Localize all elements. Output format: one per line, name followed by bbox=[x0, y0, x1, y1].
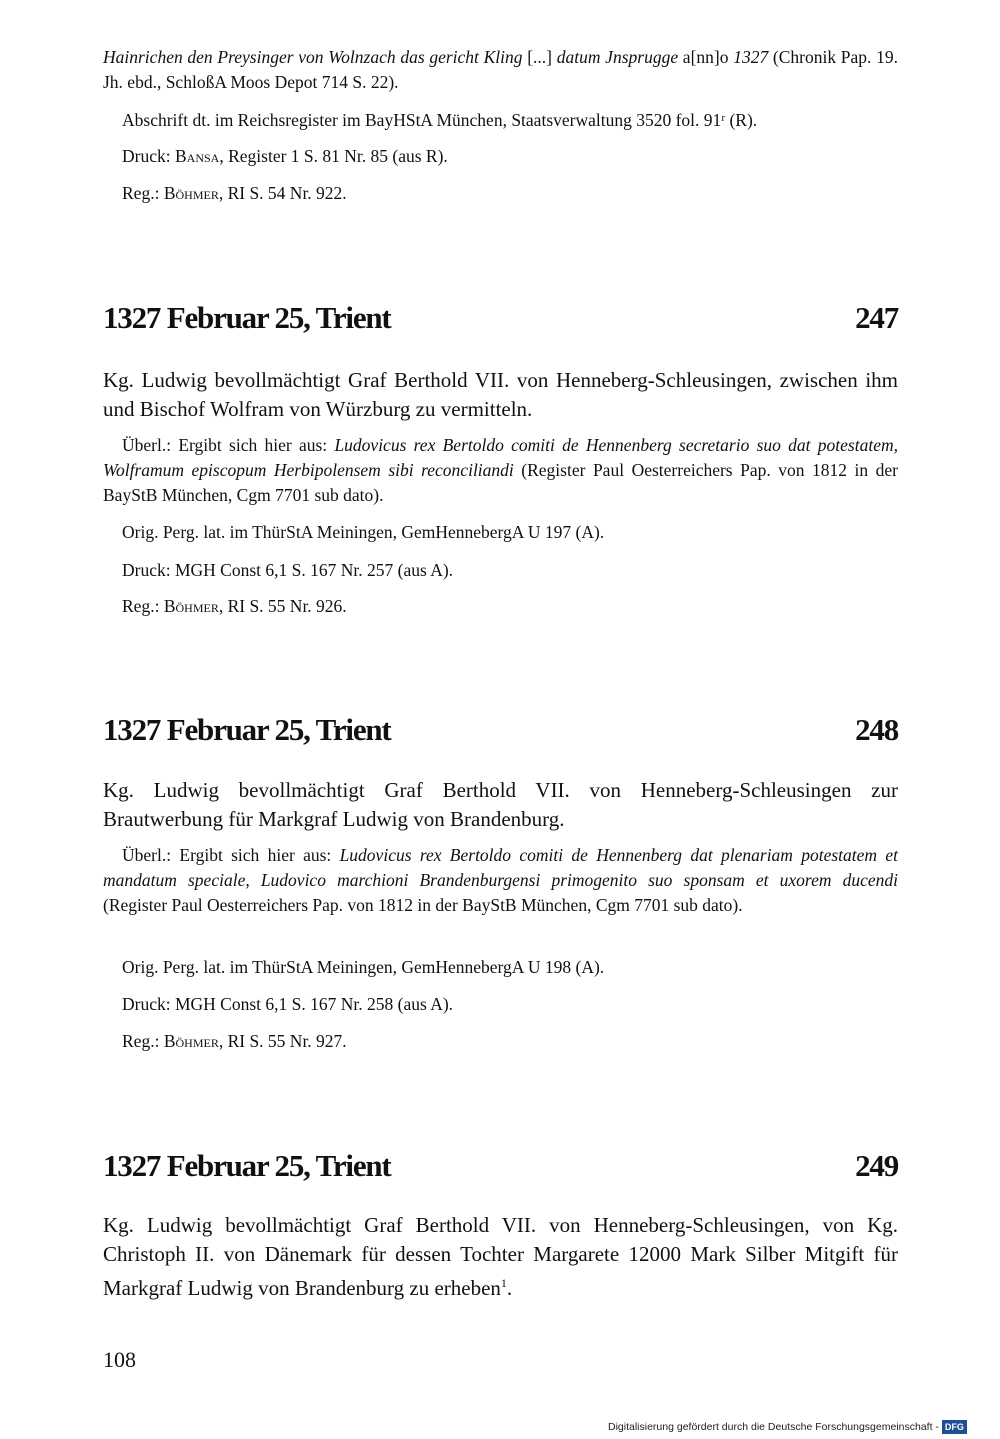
summary-text: Kg. Ludwig bevollmächtigt Graf Berthold VII. von Henneberg-Schleusingen, von Kg. Christoph II. von Dänemark für dessen Tochter Margarete 12000 Mark Silber Mitgift für Markgraf Ludwig von Brandenburg zu erheben bbox=[103, 1213, 898, 1300]
source-note: (Register Paul Oesterreichers Pap. von 1812 in der BayStB München, Cgm 7701 sub dato). bbox=[103, 460, 898, 505]
entry-summary: Kg. Ludwig bevollmächtigt Graf Berthold VII. von Henneberg-Schleusingen zur Brautwerbung für Markgraf Ludwig von Brandenburg. bbox=[103, 778, 898, 831]
reg-line bbox=[122, 594, 898, 619]
label: Überl.: Ergibt sich hier aus: bbox=[122, 435, 335, 455]
reference: , RI S. 54 Nr. 922. bbox=[218, 183, 347, 203]
text-fragment: a[nn]o bbox=[678, 47, 734, 67]
author: Böhmer bbox=[163, 1031, 219, 1051]
reg-line bbox=[122, 1029, 898, 1054]
entry-number: 249 bbox=[855, 1148, 898, 1183]
source-note: (Register Paul Oesterreichers Pap. von 1812 in der BayStB München, Cgm 7701 sub dato). bbox=[103, 895, 743, 915]
author: Bansa bbox=[174, 146, 220, 166]
dfg-footer bbox=[608, 1420, 967, 1434]
latin-quote: Ludovicus rex Bertoldo comiti de Hennenberg secretario suo dat potestatem, Wolframum episcopum Herbipolensem sibi reconciliandi bbox=[103, 435, 898, 480]
quote-fragment: Hainrichen den Preysinger von Wolnzach das gericht Kling bbox=[103, 47, 523, 67]
entry-number: 248 bbox=[855, 712, 898, 747]
author: Böhmer bbox=[163, 596, 219, 616]
entry-heading-249 bbox=[103, 1148, 898, 1184]
reference: , RI S. 55 Nr. 926. bbox=[218, 596, 347, 616]
entry-heading-248 bbox=[103, 712, 898, 748]
label: Druck: bbox=[122, 146, 175, 166]
druck-line: Druck: MGH Const 6,1 S. 167 Nr. 257 (aus A). bbox=[122, 560, 454, 580]
page-number: 108 bbox=[103, 1347, 136, 1372]
continuation-text bbox=[103, 45, 898, 95]
latin-quote: Ludovicus rex Bertoldo comiti de Hennenberg dat plenariam potestatem et mandatum speciale, Ludovico marchioni Brandenburgensi primogenito suo sponsam et uxorem ducendi bbox=[103, 845, 898, 890]
label: Reg.: bbox=[122, 1031, 164, 1051]
year: 1327 bbox=[733, 47, 769, 67]
label: Reg.: bbox=[122, 596, 164, 616]
entry-number: 247 bbox=[855, 300, 898, 335]
entry-summary: Kg. Ludwig bevollmächtigt Graf Berthold VII. von Henneberg-Schleusingen, zwischen ihm und Bischof Wolfram von Würzburg zu vermitteln. bbox=[103, 368, 898, 421]
original-line: Orig. Perg. lat. im ThürStA Meiningen, GemHennebergA U 198 (A). bbox=[122, 957, 605, 977]
ellipsis: [...] bbox=[522, 47, 557, 67]
author: Böhmer bbox=[163, 183, 219, 203]
entry-summary bbox=[103, 1211, 898, 1303]
source-note: (Chronik Pap. 19. Jh. ebd., SchloßA Moos Depot 714 S. 22). bbox=[103, 47, 898, 92]
druck-line: Druck: MGH Const 6,1 S. 167 Nr. 258 (aus A). bbox=[122, 994, 454, 1014]
uberlieferung bbox=[103, 843, 898, 918]
original-line: Orig. Perg. lat. im ThürStA Meiningen, GemHennebergA U 197 (A). bbox=[122, 522, 605, 542]
entry-date: 1327 Februar 25, Trient bbox=[103, 300, 391, 335]
label: Reg.: bbox=[122, 183, 164, 203]
reference: , Register 1 S. 81 Nr. 85 (aus R). bbox=[219, 146, 448, 166]
entry-heading-247 bbox=[103, 300, 898, 336]
entry-date: 1327 Februar 25, Trient bbox=[103, 1148, 391, 1183]
label: Überl.: Ergibt sich hier aus: bbox=[122, 845, 340, 865]
quote-fragment: datum Jnsprugge bbox=[556, 47, 679, 67]
druck-line bbox=[122, 144, 898, 169]
uberlieferung bbox=[103, 433, 898, 508]
reference: , RI S. 55 Nr. 927. bbox=[218, 1031, 347, 1051]
reg-line bbox=[122, 181, 898, 206]
abschrift-line: Abschrift dt. im Reichsregister im BayHStA München, Staatsverwaltung 3520 fol. 91ʳ (R). bbox=[122, 110, 758, 130]
entry-date: 1327 Februar 25, Trient bbox=[103, 712, 391, 747]
footnote-reference[interactable]: 1 bbox=[500, 1276, 507, 1290]
footer-text: Digitalisierung gefördert durch die Deutsche Forschungsgemeinschaft - bbox=[608, 1421, 939, 1433]
dfg-logo-icon: DFG bbox=[942, 1420, 967, 1434]
punctuation: . bbox=[506, 1276, 513, 1300]
